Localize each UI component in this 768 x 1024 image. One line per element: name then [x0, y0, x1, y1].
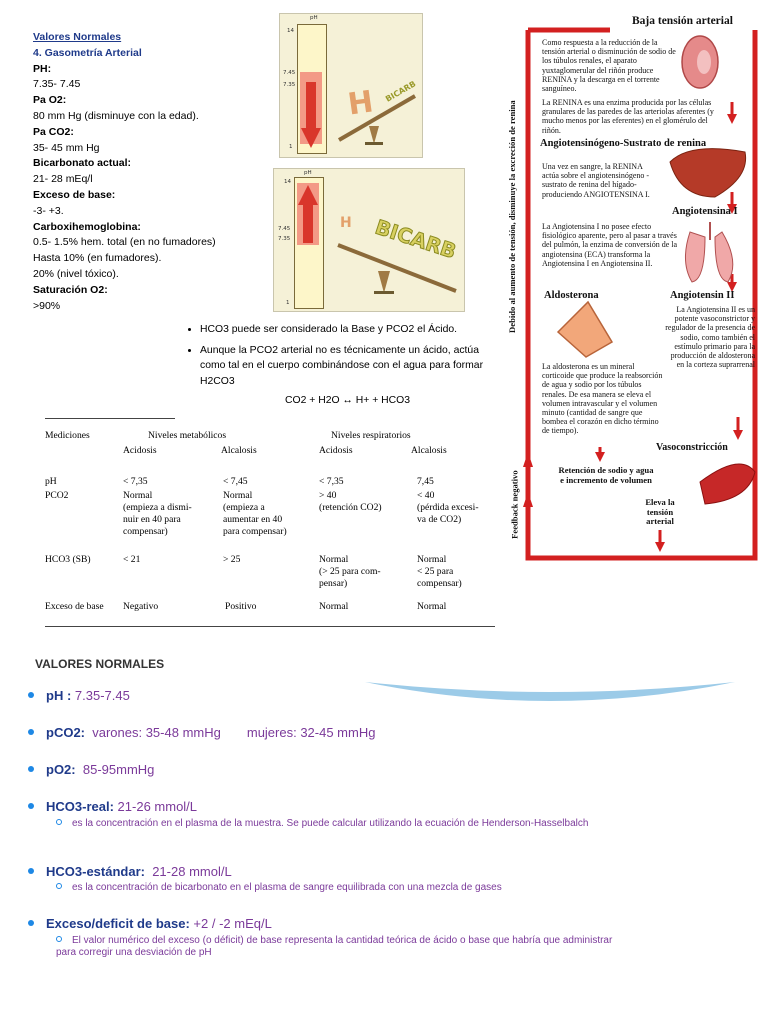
list-item-exceso-base: Exceso/deficit de base: +2 / -2 mEq/L: [28, 916, 272, 931]
row-label-hco3: HCO3 (SB): [45, 554, 91, 565]
angiotensin-ii-heading: Angiotensin II: [670, 290, 735, 301]
ring-bullet-icon: [56, 883, 62, 889]
section-subtitle: 4. Gasometría Arterial: [33, 46, 142, 59]
cell-ph-3: < 7,35: [319, 476, 344, 487]
sub-item-exceso-base: El valor numérico del exceso (o déficit) de base representa la cantidad teórica de ácido o base que habría que administrar para corregir una desviación de pH: [56, 935, 613, 958]
list-item-po2: pO2: 85-95mmHg: [28, 762, 154, 777]
bullet-item: • Aunque la PCO2 arterial no es técnicamente un ácido, actúa como tal en el cuerpo combinándose con el agua para formar H2CO3: [200, 343, 496, 390]
cell-ph-1: < 7,35: [123, 476, 148, 487]
carboxihemoglobina-label: Carboxihemoglobina:: [33, 220, 141, 233]
section-title: Valores Normales: [33, 31, 122, 43]
tick-1: 1: [289, 144, 293, 150]
tick-14: 14: [287, 28, 294, 34]
acid-base-table: [45, 418, 495, 630]
ph-value: 7.35- 7.45: [33, 78, 81, 91]
ph-label: PH:: [33, 62, 52, 75]
hco3-bullets: [186, 322, 496, 394]
row-label-ph: pH: [45, 476, 57, 487]
table-top-rule: [45, 418, 175, 419]
cell-ph-4: 7,45: [417, 476, 434, 487]
header-acidosis-resp: Acidosis: [319, 445, 353, 456]
bicarbonato-value: 21- 28 mEq/l: [33, 173, 93, 186]
exceso-base-value: -3- +3.: [33, 204, 64, 217]
table-bottom-rule: [45, 626, 495, 627]
tick-735: 7.35: [278, 236, 291, 242]
list-item-ph: pH : 7.35-7.45: [28, 688, 130, 703]
paco2-label: Pa CO2:: [33, 125, 74, 138]
tube-label: pH: [304, 170, 312, 176]
tick-745: 7.45: [278, 226, 291, 232]
decorative-wave: [365, 680, 735, 706]
carboxihemoglobina-value-2: Hasta 10% (en fumadores).: [33, 252, 162, 265]
tick-14: 14: [284, 179, 291, 185]
vasoconstriccion-heading: Vasoconstricción: [656, 442, 728, 453]
list-item-pco2: pCO2: varones: 35-48 mmHg mujeres: 32-45 mmHg: [28, 725, 375, 740]
h-label: H: [345, 84, 376, 123]
row-label-pco2: PCO2: [45, 490, 69, 501]
cell-hco3-2: > 25: [223, 554, 241, 565]
tick-745: 7.45: [283, 70, 296, 76]
cell-eb-4: Normal: [417, 601, 447, 612]
cell-eb-3: Normal: [319, 601, 349, 612]
ring-bullet-icon: [56, 936, 62, 942]
bicarb-label: BICARB: [372, 214, 460, 264]
feedback-label: Feedback negativo: [509, 470, 520, 539]
renin-p1: Como respuesta a la reducción de la tensión arterial o disminución de sodio de los túbulos renales, el aparato yuxtaglomerular del riñón produce RENINA y la descarga en el torrente sanguíneo.: [542, 38, 676, 94]
pao2-value: 80 mm Hg (disminuye con la edad).: [33, 109, 199, 122]
cell-hco3-3: Normal (> 25 para com- pensar): [319, 554, 381, 589]
renin-p3: Una vez en sangre, la RENINA actúa sobre el angiotensinógeno -sustrato de renina del hígado- produciendo ANGIOTENSINA I.: [542, 162, 650, 199]
list-item-hco3-real: HCO3-real: 21-26 mmol/L: [28, 799, 197, 814]
cell-ph-2: < 7,45: [223, 476, 248, 487]
valores-normales-gasometria: [33, 30, 278, 314]
bullet-dot-icon: [28, 868, 34, 874]
sub-item-hco3-estandar: es la concentración de bicarbonato en el plasma de sangre equilibrada con una mezcla de gases: [56, 882, 616, 894]
saturacion-label: Saturación O2:: [33, 283, 108, 296]
header-mediciones: Mediciones: [45, 430, 90, 441]
bullet-item: • HCO3 puede ser considerado la Base y PCO2 el Ácido.: [200, 322, 496, 338]
paco2-value: 35- 45 mm Hg: [33, 141, 100, 154]
row-label-exceso-base: Exceso de base: [45, 601, 104, 612]
bicarb-label: BICARB: [383, 79, 418, 104]
bullet-dot-icon: [28, 766, 34, 772]
down-arrow-icon: [297, 24, 325, 152]
tick-1: 1: [286, 300, 290, 306]
header-alcalosis-met: Alcalosis: [221, 445, 257, 456]
renin-p5: La Angiotensina II es un potente vasoconstrictor y regulador de la presencia de sodio, como también el estímulo primario para la producción de aldosterona en la corteza suprarrenal: [665, 305, 755, 370]
cell-pco2-3: > 40 (retención CO2): [319, 490, 382, 513]
renin-p4: La Angiotensina I no posee efecto fisiológico aparente, pero al pasar a través del pulmón, la enzima de conversión de la angiotensina (ECA) transforma la Angiotensina I en Angiotensina II.: [542, 222, 678, 268]
bullet-dot-icon: [28, 803, 34, 809]
cell-eb-1: Negativo: [123, 601, 159, 612]
renin-angiotensin-diagram: [500, 12, 762, 568]
renin-p2: La RENINA es una enzima producida por las células granulares de las paredes de las arteriolas aferentes (y mucho menos por las eferentes) en el glomérulo del riñón.: [542, 98, 714, 135]
retencion-heading: Retención de sodio y agua e incremento de volumen: [558, 465, 654, 485]
saturacion-value: >90%: [33, 299, 61, 312]
list-item-hco3-estandar: HCO3-estándar: 21-28 mmol/L: [28, 864, 232, 879]
renin-top-title: Baja tensión arterial: [632, 15, 733, 27]
exceso-base-label: Exceso de base:: [33, 188, 116, 201]
up-arrow-icon: [294, 177, 322, 307]
cell-pco2-4: < 40 (pérdida excesi- va de CO2): [417, 490, 479, 525]
header-metabolicos: Niveles metabólicos: [148, 430, 227, 441]
renin-side-label: Debido al aumento de tensión, disminuye la excreción de renina: [506, 100, 517, 333]
aldosterona-heading: Aldosterona: [544, 290, 599, 301]
angiotensinogeno-heading: Angiotensinógeno-Sustrato de renina: [540, 138, 707, 149]
ring-bullet-icon: [56, 819, 62, 825]
header-respiratorios: Niveles respiratorios: [331, 430, 411, 441]
header-acidosis-met: Acidosis: [123, 445, 157, 456]
tube-label: pH: [310, 15, 318, 21]
angiotensina-i-heading: Angiotensina I: [672, 206, 738, 217]
ph-balance-figure-alcalosis: [273, 168, 465, 312]
cell-hco3-1: < 21: [123, 554, 141, 565]
cell-pco2-1: Normal (empieza a dismi- nuir en 40 para compensar): [123, 490, 192, 537]
bullet-dot-icon: [28, 692, 34, 698]
cell-pco2-2: Normal (empieza a aumentar en 40 para compensar): [223, 490, 287, 537]
bullet-dot-icon: [28, 920, 34, 926]
carboxihemoglobina-value-1: 0.5- 1.5% hem. total (en no fumadores): [33, 236, 216, 249]
carboxihemoglobina-value-3: 20% (nivel tóxico).: [33, 267, 119, 280]
cell-hco3-4: Normal < 25 para compensar): [417, 554, 462, 589]
tick-735: 7.35: [283, 82, 296, 88]
cell-eb-2: Positivo: [225, 601, 257, 612]
bicarbonato-label: Bicarbonato actual:: [33, 157, 132, 170]
equation: CO2 + H2O ↔ H+ + HCO3: [285, 395, 411, 406]
valores-normales-title: VALORES NORMALES: [35, 657, 165, 671]
header-alcalosis-resp: Alcalosis: [411, 445, 447, 456]
pao2-label: Pa O2:: [33, 94, 67, 107]
ph-balance-figure-acidosis: [279, 13, 423, 158]
bullet-dot-icon: [28, 729, 34, 735]
h-label: H: [340, 215, 352, 231]
renin-p6: La aldosterona es un mineral corticoide que produce la reabsorción de agua y sodio por los túbulos renales. De esa manera se eleva el volumen intravascular y el volumen minuto (cantidad de sangre que bombea el corazón en dicho término de tiempo).: [542, 362, 663, 436]
eleva-tension-heading: Eleva la tensión arterial: [645, 497, 675, 526]
sub-item-hco3-real: es la concentración en el plasma de la muestra. Se puede calcular utilizando la ecuación de Henderson-Hasselbalch: [56, 818, 616, 830]
